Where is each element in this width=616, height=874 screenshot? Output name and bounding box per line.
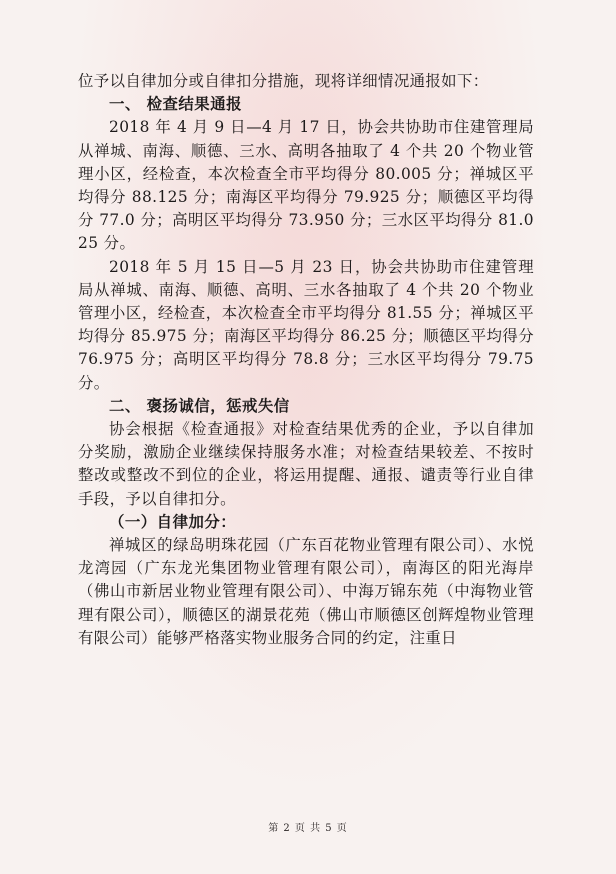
section-2-heading: 二、 褒扬诚信，惩戒失信	[109, 396, 290, 415]
section-1-heading: 一、 检查结果通报	[109, 95, 242, 114]
page-number-footer: 第 2 页 共 5 页	[268, 823, 348, 834]
april-results-paragraph: 2018 年 4 月 9 日—4 月 17 日，协会共协助市住建管理局从禅城、南海、顺德、三水、高明各抽取了 4 个共 20 个物业管理小区，经检查，本次检查全市平均得分 80.005 分；禅城区平均得分 88.125 分；南海区平均得分 79.925 分；顺德区平均得分 77.0 分；高明区平均得分 73.950 分；三水区平均得分 81.025 分。	[78, 118, 534, 253]
document-body	[78, 70, 534, 650]
reward-punish-paragraph: 协会根据《检查通报》对检查结果优秀的企业，予以自律加分奖励，激励企业继续保持服务水准；对检查结果较差、不按时整改或整改不到位的企业，将运用提醒、通报、谴责等行业自律手段，予以自律扣分。	[78, 420, 534, 508]
may-results-paragraph: 2018 年 5 月 15 日—5 月 23 日，协会共协助市住建管理局从禅城、南海、顺德、高明、三水各抽取了 4 个共 20 个物业管理小区，经检查，本次检查全市平均得分 81.55 分；禅城区平均得分 85.975 分；南海区平均得分 86.25 分；顺德区平均得分 76.975 分；高明区平均得分 78.8 分；三水区平均得分 79.75 分。	[78, 257, 534, 392]
subsection-1-heading: （一）自律加分：	[109, 512, 237, 531]
bonus-list-paragraph: 禅城区的绿岛明珠花园（广东百花物业管理有限公司）、水悦龙湾园（广东龙光集团物业管理有限公司），南海区的阳光海岸（佛山市新居业物业管理有限公司）、中海万锦东苑（中海物业管理有限公司），顺德区的湖景花苑（佛山市顺德区创辉煌物业管理有限公司）能够严格落实物业服务合同的约定，注重日	[78, 536, 534, 647]
intro-continuation: 位予以自律加分或自律扣分措施，现将详细情况通报如下：	[78, 72, 489, 90]
